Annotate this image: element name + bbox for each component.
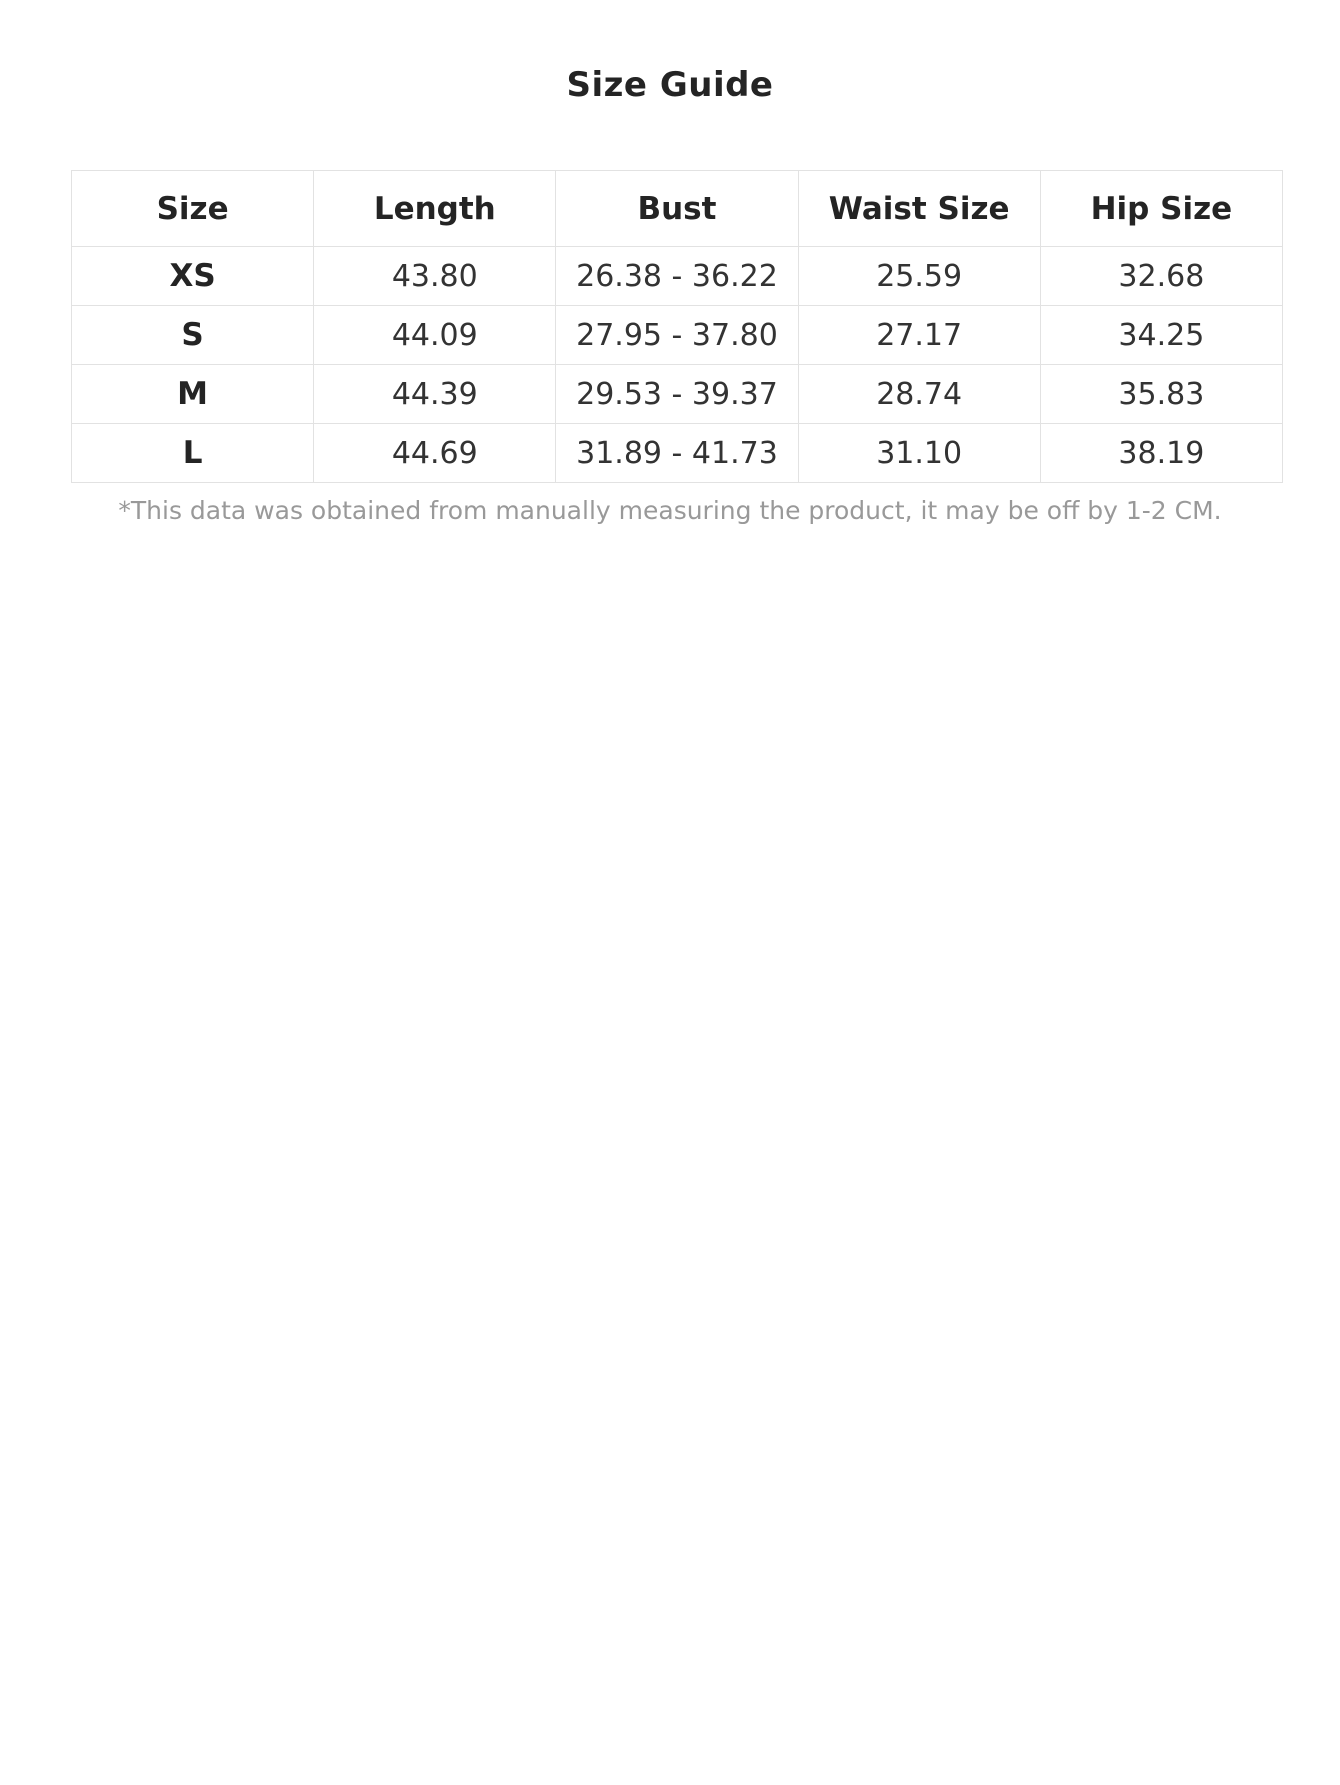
cell-l-size: L	[72, 424, 314, 483]
cell-s-bust: 27.95 - 37.80	[556, 306, 798, 365]
cell-s-hip: 34.25	[1040, 306, 1282, 365]
header-cell-bust: Bust	[556, 171, 798, 247]
size-guide-table-container	[71, 170, 1283, 483]
cell-m-length: 44.39	[314, 365, 556, 424]
cell-l-bust: 31.89 - 41.73	[556, 424, 798, 483]
cell-s-size: S	[72, 306, 314, 365]
table-body	[72, 247, 1283, 483]
cell-xs-waist: 25.59	[798, 247, 1040, 306]
cell-m-size: M	[72, 365, 314, 424]
cell-s-waist: 27.17	[798, 306, 1040, 365]
cell-xs-bust: 26.38 - 36.22	[556, 247, 798, 306]
table-row-m	[72, 365, 1283, 424]
page-title: Size Guide	[566, 65, 774, 105]
cell-l-waist: 31.10	[798, 424, 1040, 483]
cell-xs-size: XS	[72, 247, 314, 306]
table-row-xs	[72, 247, 1283, 306]
cell-s-length: 44.09	[314, 306, 556, 365]
cell-m-hip: 35.83	[1040, 365, 1282, 424]
header-cell-length: Length	[314, 171, 556, 247]
cell-m-waist: 28.74	[798, 365, 1040, 424]
cell-xs-hip: 32.68	[1040, 247, 1282, 306]
table-header-row	[72, 171, 1283, 247]
size-guide-table	[71, 170, 1283, 483]
cell-l-length: 44.69	[314, 424, 556, 483]
cell-xs-length: 43.80	[314, 247, 556, 306]
header-cell-hip-size: Hip Size	[1040, 171, 1282, 247]
table-head	[72, 171, 1283, 247]
measurement-disclaimer: *This data was obtained from manually measuring the product, it may be off by 1-2 CM.	[118, 496, 1222, 525]
header-cell-waist-size: Waist Size	[798, 171, 1040, 247]
header-cell-size: Size	[72, 171, 314, 247]
cell-l-hip: 38.19	[1040, 424, 1282, 483]
cell-m-bust: 29.53 - 39.37	[556, 365, 798, 424]
table-row-l	[72, 424, 1283, 483]
table-row-s	[72, 306, 1283, 365]
